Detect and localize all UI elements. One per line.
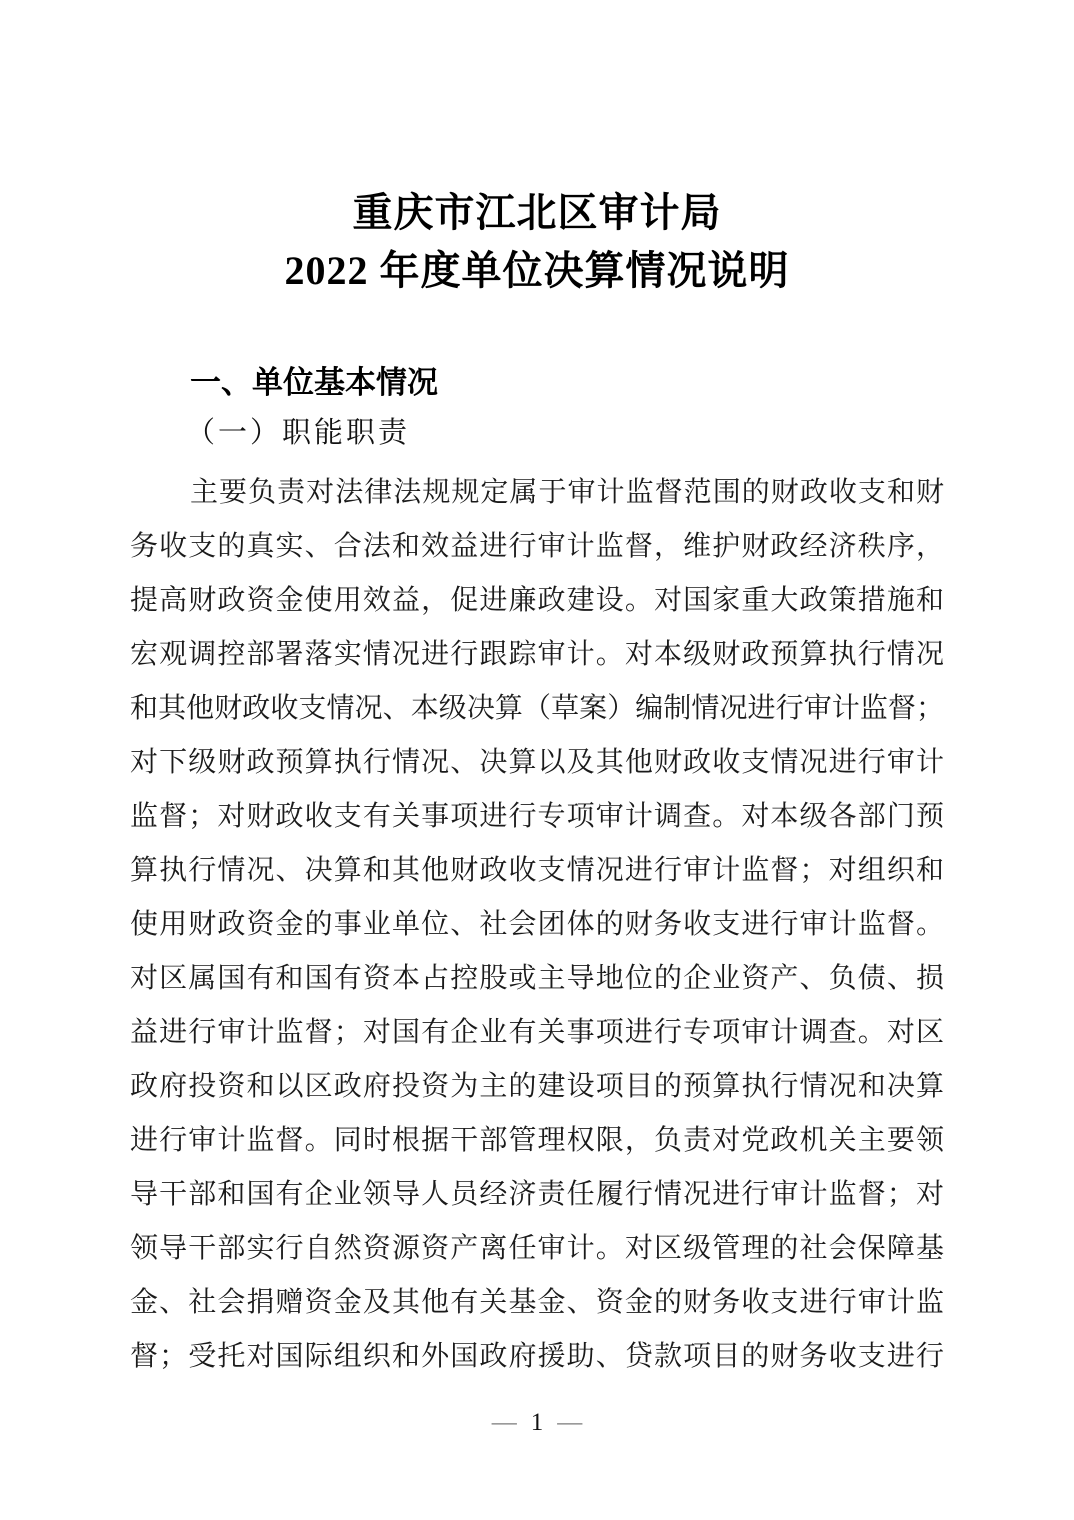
paragraph-line: 金、社会捐赠资金及其他有关基金、资金的财务收支进行审计监 — [130, 1287, 944, 1318]
paragraph-line: 进行审计监督。同时根据干部管理权限，负责对党政机关主要领 — [130, 1125, 944, 1156]
paragraph-line: 政府投资和以区政府投资为主的建设项目的预算执行情况和决算 — [130, 1071, 944, 1102]
paragraph-line: 算执行情况、决算和其他财政收支情况进行审计监督；对组织和 — [130, 855, 944, 886]
paragraph-line: 宏观调控部署落实情况进行跟踪审计。对本级财政预算执行情况 — [130, 639, 944, 670]
paragraph-line: 监督；对财政收支有关事项进行专项审计调查。对本级各部门预 — [130, 801, 944, 832]
document-title — [130, 0, 944, 300]
paragraph-line: 主要负责对法律法规规定属于审计监督范围的财政收支和财 — [190, 477, 944, 508]
paragraph-line: 导干部和国有企业领导人员经济责任履行情况进行审计监督；对 — [130, 1179, 944, 1210]
paragraph-line: 和其他财政收支情况、本级决算（草案）编制情况进行审计监督； — [130, 693, 944, 724]
footer-left-dash: — — [491, 1409, 517, 1436]
paragraph-line: 对下级财政预算执行情况、决算以及其他财政收支情况进行审计 — [130, 747, 944, 778]
footer-right-dash: — — [557, 1409, 583, 1436]
paragraph-line: 提高财政资金使用效益，促进廉政建设。对国家重大政策措施和 — [130, 585, 944, 616]
paragraph-line: 领导干部实行自然资源资产离任审计。对区级管理的社会保障基 — [130, 1233, 944, 1264]
paragraph-line: 使用财政资金的事业单位、社会团体的财务收支进行审计监督。 — [130, 909, 944, 940]
document-title-line2: 2022 年度单位决算情况说明 — [284, 248, 790, 293]
paragraph-line: 对区属国有和国有资本占控股或主导地位的企业资产、负债、损 — [130, 963, 944, 994]
paragraph-line: 督；受托对国际组织和外国政府援助、贷款项目的财务收支进行 — [130, 1341, 944, 1372]
page-footer — [130, 1408, 944, 1438]
paragraph-duties — [130, 466, 944, 1384]
paragraph-line: 务收支的真实、合法和效益进行审计监督，维护财政经济秩序， — [130, 531, 944, 562]
document-title-line1: 重庆市江北区审计局 — [352, 190, 722, 235]
section-heading-basic-info: 一、单位基本情况 — [190, 365, 438, 400]
page-number: 1 — [530, 1409, 544, 1436]
paragraph-line: 益进行审计监督；对国有企业有关事项进行专项审计调查。对区 — [130, 1017, 944, 1048]
subsection-heading-duties: （一）职能职责 — [186, 417, 411, 449]
